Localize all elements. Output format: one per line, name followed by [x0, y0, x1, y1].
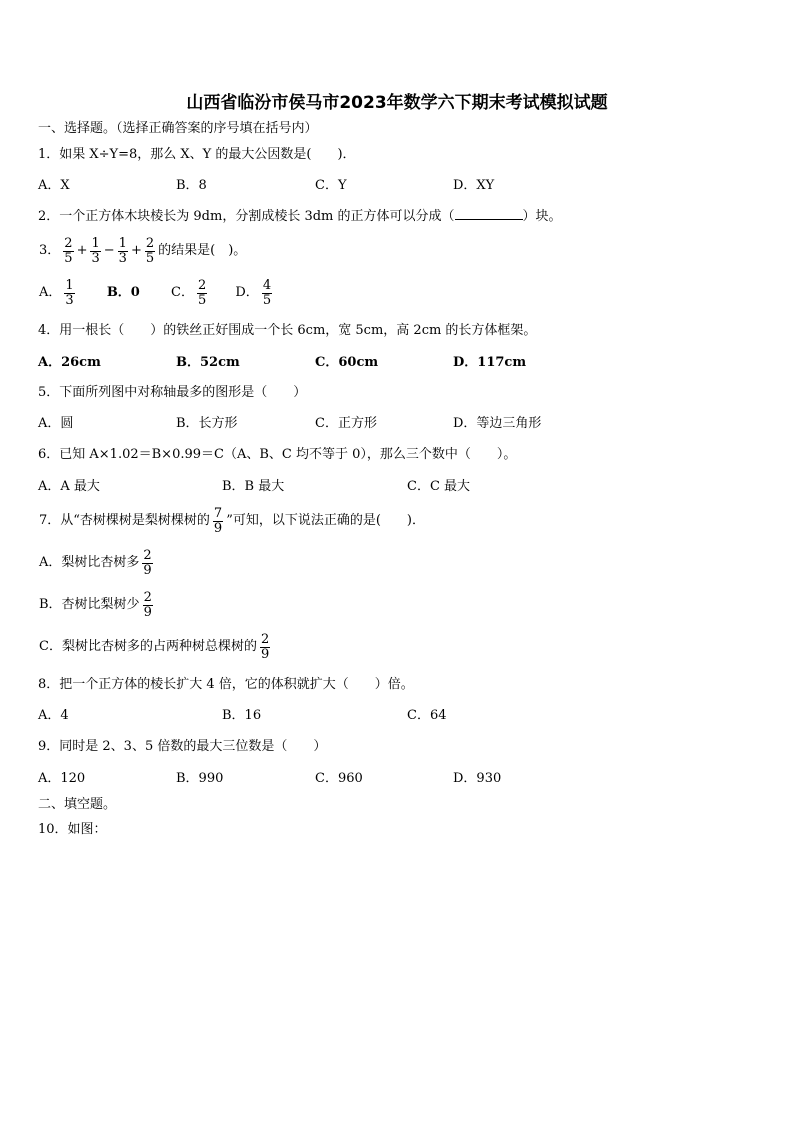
question-3 [38, 236, 247, 267]
question-9: 9．同时是 2、3、5 倍数的最大三位数是（ ） [38, 739, 327, 754]
q3-option-a-den: 3 [65, 292, 74, 308]
q3-term-1-num: 2 [64, 235, 73, 251]
q7-option-a-fraction [142, 549, 152, 578]
question-9-options [38, 770, 758, 790]
question-6-options [38, 478, 758, 498]
question-4: 4．用一根长（ ）的铁丝正好围成一个长 6cm，宽 5cm，高 2cm 的长方体框架。 [38, 323, 537, 338]
q7-option-b-den: 9 [143, 604, 152, 620]
q3-option-a-label: A． [39, 285, 62, 300]
q3-option-b: B．0 [106, 285, 140, 300]
q4-option-a: A．26cm [38, 355, 101, 370]
q3-op-3: + [130, 243, 142, 258]
q4-option-b: B．52cm [176, 355, 240, 370]
q6-option-c: C．C 最大 [407, 479, 471, 494]
q6-option-b: B．B 最大 [222, 479, 285, 494]
q3-term-4-den: 5 [145, 250, 155, 266]
q7-option-c [38, 632, 272, 663]
q1-option-a: A．X [38, 178, 70, 193]
q3-term-2-num: 1 [91, 235, 100, 251]
q3-option-d-label: D． [235, 285, 259, 300]
q4-option-c: C．60cm [315, 355, 379, 370]
q3-option-c-fraction [197, 279, 207, 308]
question-4-options [38, 354, 758, 374]
question-8: 8．把一个正方体的棱长扩大 4 倍，它的体积就扩大（ ）倍。 [38, 677, 414, 692]
q3-term-4 [145, 237, 155, 266]
question-6: 6．已知 A×1.02＝B×0.99＝C（A、B、C 均不等于 0），那么三个数中（ ）。 [38, 447, 517, 462]
q3-option-d-fraction [262, 279, 272, 308]
q5-option-d: D．等边三角形 [453, 416, 542, 431]
q3-term-3-den: 3 [118, 250, 127, 266]
q7-fraction-num: 7 [213, 505, 223, 521]
q1-option-b: B．8 [176, 178, 207, 193]
q3-option-c-den: 5 [197, 292, 207, 308]
q7-text-before: 7．从“杏树棵树是梨树棵树的 [39, 513, 210, 528]
q9-option-a: A．120 [38, 771, 86, 786]
q3-option-d-num: 4 [262, 277, 272, 293]
q3-op-1: + [76, 243, 88, 258]
q7-option-a-text: A．梨树比杏树多 [39, 555, 140, 570]
q5-option-b: B．长方形 [176, 416, 238, 431]
q3-option-c-label: C． [171, 285, 194, 300]
question-5: 5．下面所列图中对称轴最多的图形是（ ） [38, 385, 307, 400]
q5-option-c: C．正方形 [315, 416, 377, 431]
q7-fraction [213, 507, 223, 536]
q3-option-a-fraction [64, 279, 74, 308]
q3-prefix: 3． [39, 243, 61, 258]
question-2 [38, 207, 562, 226]
q3-term-4-num: 2 [145, 235, 155, 251]
page-title: 山西省临汾市侯马市2023年数学六下期末考试模拟试题 [186, 93, 608, 113]
q1-option-c: C．Y [315, 178, 347, 193]
q8-option-c: C．64 [407, 708, 447, 723]
q3-op-2: − [103, 243, 115, 258]
q3-term-3-num: 1 [118, 235, 127, 251]
question-1: 1．如果 X÷Y=8，那么 X、Y 的最大公因数是( )． [38, 147, 356, 162]
q3-term-1 [63, 237, 73, 266]
q3-option-d-den: 5 [262, 292, 272, 308]
question-5-options [38, 415, 758, 435]
q7-option-c-text: C．梨树比杏树多的占两种树总棵树的 [39, 639, 257, 654]
q3-option-c-num: 2 [197, 277, 207, 293]
section-choice-heading: 一、选择题。（选择正确答案的序号填在括号内） [38, 121, 318, 136]
q3-term-1-den: 5 [64, 250, 73, 266]
q7-option-c-num: 2 [260, 631, 270, 647]
q7-option-b-fraction [143, 591, 153, 620]
q9-option-d: D．930 [453, 771, 502, 786]
q2-text-before: 2．一个正方体木块棱长为 9dm，分割成棱长 3dm 的正方体可以分成（ [38, 209, 455, 224]
q7-fraction-den: 9 [213, 520, 223, 536]
q7-option-a-den: 9 [143, 562, 152, 578]
q4-option-d: D．117cm [453, 355, 527, 370]
q7-option-a-num: 2 [143, 547, 152, 563]
q3-term-2 [90, 237, 100, 266]
q2-answer-blank [455, 207, 523, 220]
q6-option-a: A．A 最大 [38, 479, 100, 494]
q3-term-3 [118, 237, 128, 266]
q9-option-c: C．960 [315, 771, 363, 786]
q2-text-after: ）块。 [522, 209, 562, 224]
q7-option-b-num: 2 [143, 589, 152, 605]
q7-text-after: ”可知，以下说法正确的是( )． [226, 513, 425, 528]
question-1-options [38, 177, 758, 197]
question-7 [38, 506, 426, 537]
q8-option-a: A．4 [38, 708, 69, 723]
q3-term-2-den: 3 [91, 250, 100, 266]
question-10: 10．如图： [38, 822, 107, 837]
q7-option-c-fraction [260, 633, 270, 662]
q3-suffix: 的结果是( )。 [158, 243, 247, 258]
q7-option-c-den: 9 [260, 646, 270, 662]
q7-option-a [38, 548, 155, 579]
q5-option-a: A．圆 [38, 416, 74, 431]
q3-option-a-num: 1 [65, 277, 74, 293]
q1-option-d: D．XY [453, 178, 495, 193]
question-8-options [38, 707, 758, 727]
question-3-options [38, 278, 274, 309]
section-fill-heading: 二、填空题。 [38, 797, 117, 812]
q7-option-b [38, 590, 155, 621]
q8-option-b: B．16 [222, 708, 262, 723]
q9-option-b: B．990 [176, 771, 224, 786]
q7-option-b-text: B．杏树比梨树少 [39, 597, 140, 612]
